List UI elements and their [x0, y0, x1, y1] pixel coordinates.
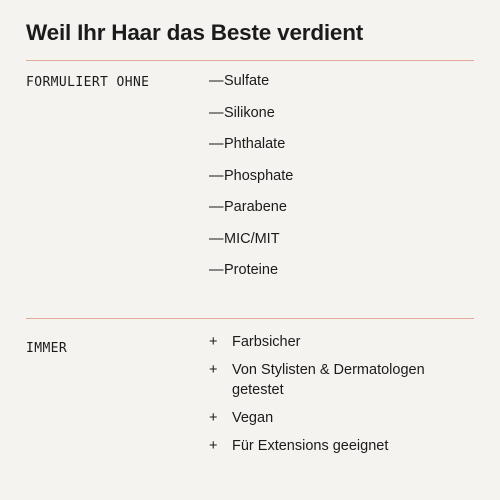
list-item: [209, 229, 293, 261]
plus-marker: +: [209, 438, 218, 454]
page-title: Weil Ihr Haar das Beste verdient: [26, 20, 364, 45]
list-item-label: Silikone: [224, 104, 275, 121]
list-item-label: MIC/MIT: [224, 230, 280, 247]
dash-marker: —: [209, 73, 224, 89]
dash-marker: —: [209, 104, 224, 121]
section-label-always: IMMER: [26, 341, 68, 356]
features-list: [209, 332, 459, 464]
list-item-label: Phthalate: [224, 136, 286, 152]
list-item-label: Für Extensions geeignet: [232, 438, 389, 454]
list-item: [209, 134, 293, 166]
list-item: [209, 332, 459, 352]
plus-marker: +: [209, 410, 218, 426]
list-item-label: Farbsicher: [232, 334, 301, 350]
list-item: [209, 166, 293, 198]
list-item: [209, 197, 293, 229]
list-item: [209, 408, 459, 428]
list-item: [209, 260, 293, 292]
list-item-label: Sulfate: [224, 73, 270, 89]
list-item-label: Vegan: [232, 410, 274, 426]
dash-marker: —: [209, 167, 224, 184]
list-item: [209, 436, 459, 456]
list-item: [209, 360, 459, 400]
plus-marker: +: [209, 334, 218, 350]
excluded-ingredients-list: [209, 71, 293, 292]
section-label-formulated-without: FORMULIERT OHNE: [26, 75, 150, 90]
dash-marker: —: [209, 136, 224, 152]
list-item-label: Phosphate: [224, 167, 294, 184]
list-item-label: Parabene: [224, 199, 287, 215]
plus-marker: +: [209, 362, 218, 378]
list-item: [209, 71, 293, 103]
dash-marker: —: [209, 262, 224, 278]
list-item: [209, 103, 293, 135]
dash-marker: —: [209, 230, 224, 247]
dash-marker: —: [209, 199, 224, 215]
list-item-label: Proteine: [224, 262, 279, 278]
list-item-label: Von Stylisten & Dermatologen getestet: [232, 362, 425, 398]
section-divider: [26, 318, 474, 319]
section-divider: [26, 60, 474, 61]
